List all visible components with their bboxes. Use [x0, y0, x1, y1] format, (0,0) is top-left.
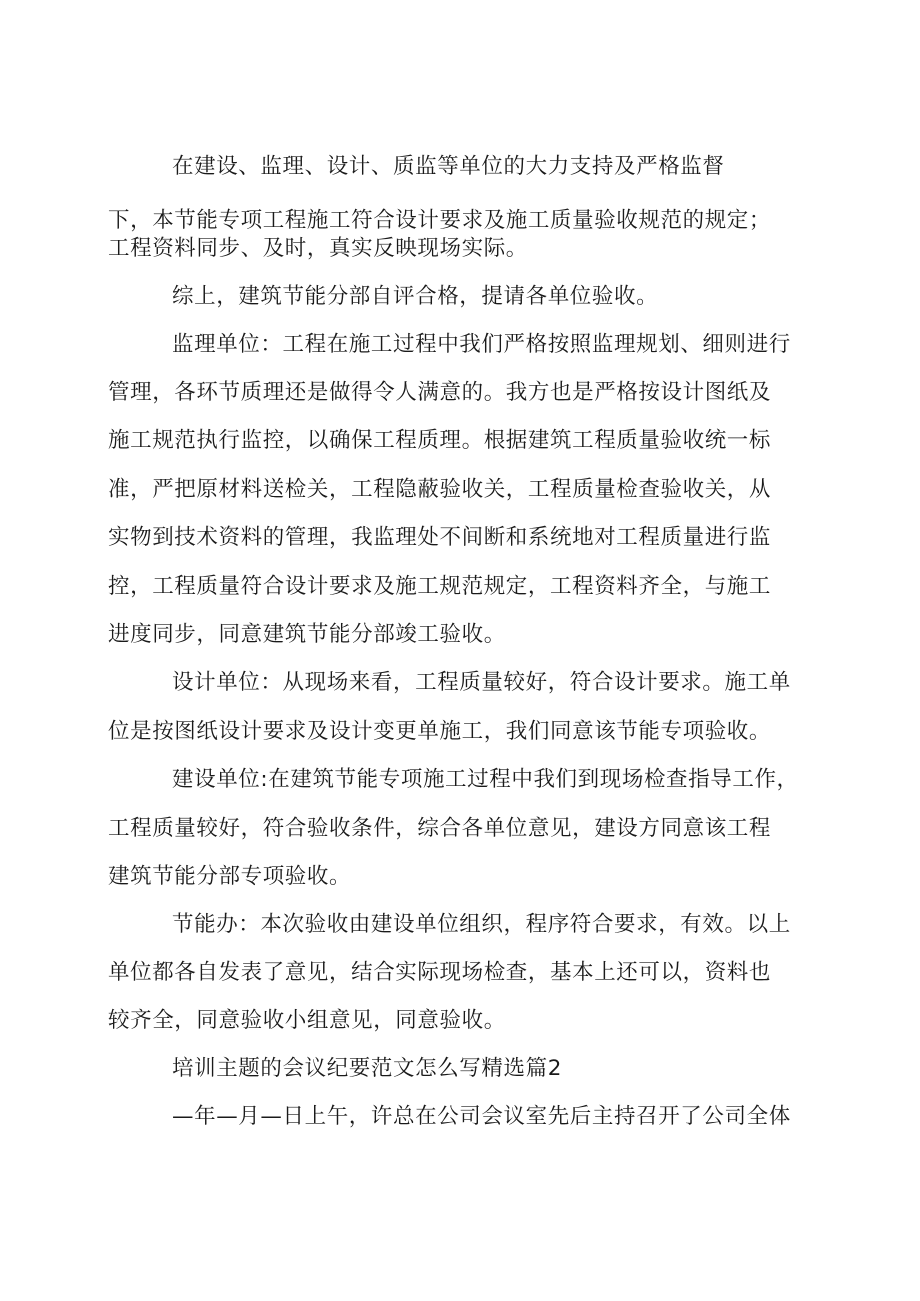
- paragraph-line: —年—月—日上午，许总在公司会议室先后主持召开了公司全体: [172, 1104, 791, 1129]
- paragraph-line: 设计单位：从现场来看，工程质量较好，符合设计要求。施工单: [172, 670, 791, 695]
- paragraph-line: 综上，建筑节能分部自评合格，提请各单位验收。: [172, 284, 659, 309]
- paragraph-line: 实物到技术资料的管理，我监理处不间断和系统地对工程质量进行监: [108, 525, 772, 550]
- paragraph-line: 建筑节能分部专项验收。: [108, 864, 352, 889]
- paragraph-line: 较齐全，同意验收小组意见，同意验收。: [108, 1008, 506, 1033]
- paragraph-line: 下，本节能专项工程施工符合设计要求及施工质量验收规范的规定；: [108, 208, 772, 233]
- paragraph-line: 监理单位：工程在施工过程中我们严格按照监理规划、细则进行: [172, 332, 791, 357]
- paragraph-line: 节能办：本次验收由建设单位组织，程序符合要求，有效。以上: [172, 912, 791, 937]
- paragraph-line: 工程资料同步、及时，真实反映现场实际。: [108, 236, 528, 261]
- paragraph-line: 在建设、监理、设计、质监等单位的大力支持及严格监督: [172, 154, 725, 179]
- paragraph-line: 工程质量较好，符合验收条件，综合各单位意见，建设方同意该工程: [108, 816, 772, 841]
- paragraph-line: 准，严把原材料送检关，工程隐蔽验收关，工程质量检查验收关，从: [108, 477, 772, 502]
- paragraph-line: 建设单位:在建筑节能专项施工过程中我们到现场检查指导工作，: [172, 767, 799, 792]
- paragraph-line: 管理，各环节质理还是做得令人满意的。我方也是严格按设计图纸及: [108, 380, 772, 405]
- section-heading: 培训主题的会议纪要范文怎么写精选篇2: [172, 1056, 562, 1081]
- paragraph-line: 进度同步，同意建筑节能分部竣工验收。: [108, 622, 506, 647]
- paragraph-line: 位是按图纸设计要求及设计变更单施工，我们同意该节能专项验收。: [108, 719, 772, 744]
- paragraph-line: 控，工程质量符合设计要求及施工规范规定，工程资料齐全，与施工: [108, 574, 772, 599]
- paragraph-line: 施工规范执行监控，以确保工程质理。根据建筑工程质量验收统一标: [108, 428, 772, 453]
- paragraph-line: 单位都各自发表了意见，结合实际现场检查，基本上还可以，资料也: [108, 960, 772, 985]
